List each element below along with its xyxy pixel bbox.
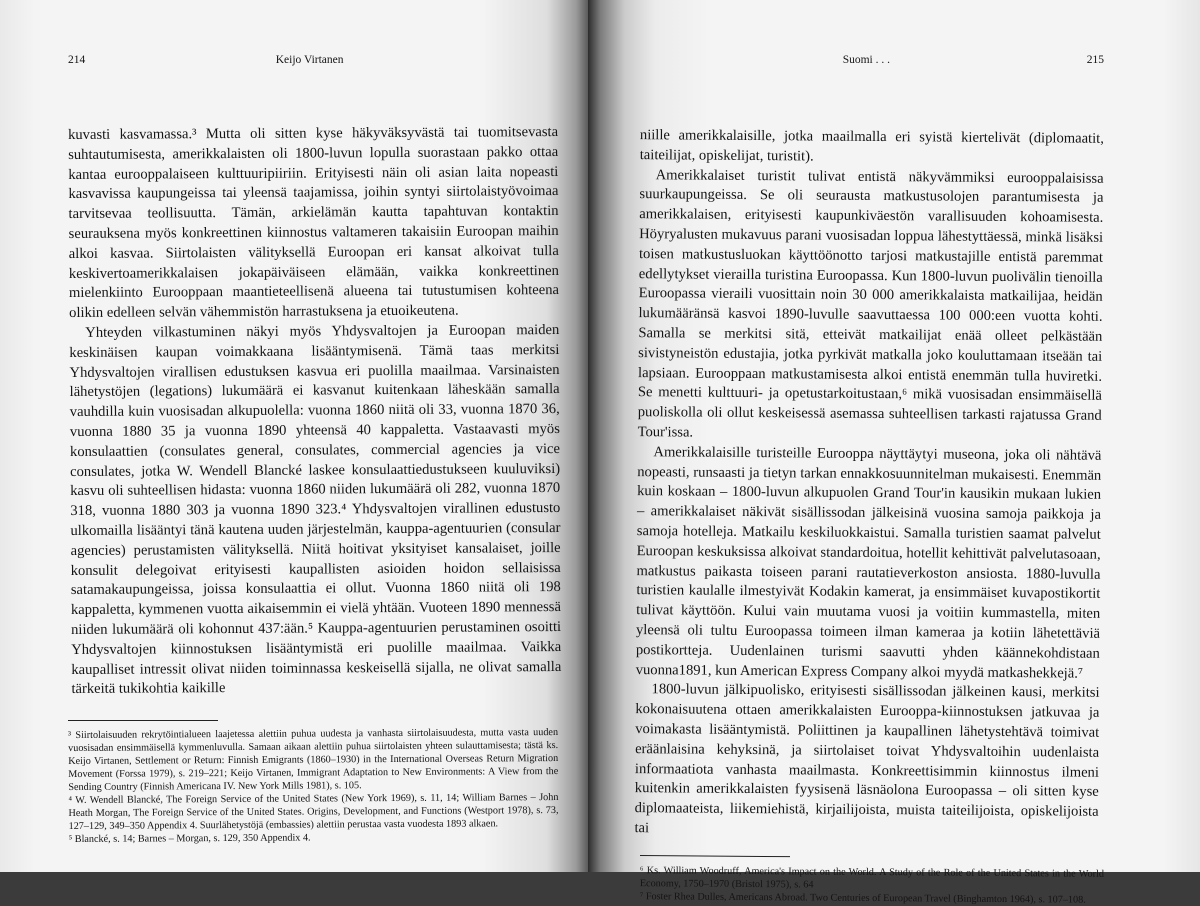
footnote: ³ Siirtolaisuuden rekrytöintialueen laajetessa alettiin puhua uudesta ja vanhasta siirtolaisuudesta, mutta vasta uuden vuosisadan ensimmäisellä kymmenluvulla. Samaan aikaan alettiin puhua siirtolaisten yhteen sulauttamisesta; tästä ks. Keijo Virtanen, Settlement or Return: Finnish Emigrants (1860–1930) in the International Overseas Return Migration Movement (Forssa 1979), s. 219–221; Keijo Virtanen, Immigrant Adaptation to New Environments: A View from the Sending Country (Finnish Americana IV. New York Mills 1981), s. 105. bbox=[68, 727, 559, 794]
paragraph: niille amerikkalaisille, jotka maailmalla eri syistä kiertelivät (diplomaatit, taiteilijat, opiskelijat, turistit). bbox=[639, 127, 1104, 165]
footnote-rule bbox=[640, 855, 790, 857]
footnote: ⁵ Blancké, s. 14; Barnes – Morgan, s. 129, 350 Appendix 4. bbox=[68, 832, 311, 846]
page-number-left: 214 bbox=[68, 54, 86, 66]
running-header-right bbox=[622, 54, 1104, 74]
page-number-right: 215 bbox=[1086, 54, 1104, 66]
paragraph: Yhteyden vilkastuminen näkyi myös Yhdysvaltojen ja Euroopan maiden keskinäisen kaupan voimakkaana lisääntymisenä. Tämä taas merkitsi Yhdysvaltojen virallisen edustuksen kasvua eri puolilla maailmaa. Varsinaisten lähetystöjen (legations) lukumäärä ei kasvanut kuitenkaan läheskään samalla vauhdilla kuin vuosisadan alkupuolella: vuonna 1860 niitä oli 33, vuonna 1870 36, vuonna 1880 35 ja vuonna 1890 yhteensä 40 kappaletta. Vastaavasti myös konsulaattien (consulates general, consulates, commercial agencies ja vice consulates, jotka W. Wendell Blancké laskee konsulaattiedustukseen kuuluviksi) kasvu oli suhteellisen hidasta: vuonna 1860 niiden lukumäärä oli 282, vuonna 1870 318, vuonna 1880 303 ja vuonna 1890 323.⁴ Yhdysvaltojen virallinen edustusto ulkomailla lisääntyi tänä kautena uuden järjestelmän, kauppa-agentuurien (consular agencies) perustamisten välityksellä. Niitä hoitivat yksityiset kansalaiset, joille konsulit delegoivat erityisesti kaupallisten asioiden hoidon sellaisissa satamakaupungeissa, joissa konsulaattia ei ollut. Vuonna 1860 niitä oli 198 kappaletta, kymmenen vuotta aikaisemmin ei vielä yhtään. Vuoteen 1890 mennessä niiden lukumäärä oli kohonnut 437:ään.⁵ Kauppa-agentuurien perustaminen osoitti Yhdysvaltojen kiinnostuksen lisääntymistä eri puolille maailmaa. Vaikka kaupalliset intressit olivat niiden toiminnassa keskeisellä sijalla, ne olivat samalla tärkeitä tukikohtia kaikille bbox=[69, 321, 562, 698]
footnote: ⁶ Ks. William Woodruff, America's Impact on the World. A Study of the Role of the United States in the World Economy, 1750–1970 (Bristol 1975), s. 64 bbox=[639, 864, 1104, 891]
footnotes-left bbox=[68, 726, 559, 846]
paragraph: kuvasti kasvamassa.³ Mutta oli sitten kyse häkyväksyvästä tai tuomitsevasta suhtautumisesta, amerikkalaisten oli 1800-luvun lopulla suorastaan pakko ottaa kantaa eurooppalaiseen kulttuuripiiriin. Erityisesti näin oli asian laita nopeasti kasvavissa kaupungeissa tai yleensä taajamissa, joihin syntyi siirtolaistyövoimaa tarvitsevaa teollisuutta. Tämän, arkielämän kautta tapahtuvan kontaktin seurauksena myös konkreettinen kiinnostus valtameren takaisiin Euroopan maihin alkoi kasvaa. Siirtolaisten välityksellä Euroopan eri kansat alkoivat tulla keskivertoamerikkalaisen jokapäiväiseen elämään, vaikka konkreettinen mielenkiinto Eurooppaan maantieteellisenä alueena tai tutustumisen kohteena olikin edelleen selvän vähemmistön harrastuksena ja etuoikeutena. bbox=[68, 124, 560, 322]
footnotes-right bbox=[622, 864, 1104, 906]
left-page bbox=[0, 0, 588, 872]
running-header-left bbox=[68, 54, 558, 74]
footnote-rule bbox=[68, 720, 218, 721]
footnote: ⁷ Foster Rhea Dulles, Americans Abroad. Two Centuries of European Travel (Binghamton 1964), s. 107–108. bbox=[639, 890, 1086, 906]
paragraph: Amerikkalaiset turistit tulivat entistä näkyvämmiksi eurooppalaisissa suurkaupungeissa. Se oli seurausta matkustusolojen parantumisesta ja amerikkalaisen, erityisesti kaupunkiväestön varallisuuden kohoamisesta. Höyryalusten mukavuus parani vuosisadan loppua lähestyttäessä, minkä lisäksi toisen matkustusluokan käyttöönotto tarjosi matkustajille entistä paremmat edellytykset vierailla turistina Euroopassa. Kun 1800-luvun puolivälin tienoilla Euroopassa vieraili vuosittain noin 30 000 amerikkalaista matkailijaa, heidän lukumääränsä kasvoi 1890-luvulle saavuttaessa 100 000:een vuotta kohti. Samalla se merkitsi sitä, etteivät matkailijat enää olleet pelkästään sivistyneistön edustajia, jotka pyrkivät matkalla joko kouluttamaan itseään tai lapsiaan. Eurooppaan matkustamisesta alkoi entistä enemmän tulla huviretki. Se menetti kulttuuri- ja opetustarkoitustaan,⁶ mikä vuosisadan ensimmäisellä puoliskolla oli ollut keskeisessä asemassa suhteellisen tarkasti rajatussa Grand Tour'issa. bbox=[637, 166, 1104, 441]
body-text-left bbox=[68, 123, 561, 700]
footnote: ⁴ W. Wendell Blancké, The Foreign Service of the United States (New York 1969), s. 11, 14; William Barnes – John Heath Morgan, The Foreign Service of the United States. Origins, Development, and Functions (Westport 1978), s. 73, 127–129, 349–350 Appendix 4. Suurlähetystöjä (embassies) alettiin perustaa vasta vuodesta 1893 alkaen. bbox=[68, 792, 559, 833]
running-header-author: Keijo Virtanen bbox=[275, 54, 344, 66]
body-text-right bbox=[616, 126, 1104, 842]
paragraph: Amerikkalaisille turisteille Eurooppa näyttäytyi museona, joka oli nähtävä nopeasti, runsaasti ja tietyn tarkan ennakkosuunnitelman mukaisesti. Enemmän kuin koskaan – 1800-luvun alkupuolen Grand Tour'in kausikin mukaan lukien – amerikkalaiset näkivät sisällissodan jälkeisinä vuosina samoja paikkoja ja samoja hotelleja. Matkailu keskiluokkaistui. Samalla turistien saamat palvelut Euroopan keskuksissa alkoivat standardoitua, hotellit kehittivät palvelutasoaan, matkustus paikasta toiseen parani rautatieverkoston ansiosta. 1880-luvulla turistien kaulalle ilmestyivät Kodakin kamerat, ja ensimmäiset kuvapostikortit tulivat käyttöön. Kului vain muutama vuosi ja voitiin kummastella, miten yleensä oli tultu Euroopassa toimeen ilman kameraa ja kotiin lähetettäviä postikortteja. Uudenlainen turismi saavutti yhden käännekohdistaan vuonna1891, kun American Express Company alkoi myydä matkashekkejä.⁷ bbox=[635, 444, 1102, 682]
right-page bbox=[588, 0, 1200, 906]
running-header-title: Suomi . . . bbox=[842, 54, 891, 66]
paragraph: 1800-luvun jälkipuolisko, erityisesti sisällissodan jälkeinen kausi, merkitsi kokonaisuutena ottaen amerikkalaisten Eurooppa-kiinnostuksen jatkuvaa ja voimakasta lisääntymistä. Poliittinen ja kaupallinen lähetystehtävä toimivat eräänlaisina kehyksinä, ja siirtolaiset toivat Yhdysvaltoihin uudenlaista informaatiota vanhasta maailmasta. Konkreettisimmin kiinnostus ilmeni kuitenkin amerikkalaisten fyysisenä läsnäolona Euroopassa – oli sitten kyse diplomaateista, liikemiehistä, kirjailijoista, muista taiteilijoista, opiskelijoista tai bbox=[634, 681, 1100, 837]
